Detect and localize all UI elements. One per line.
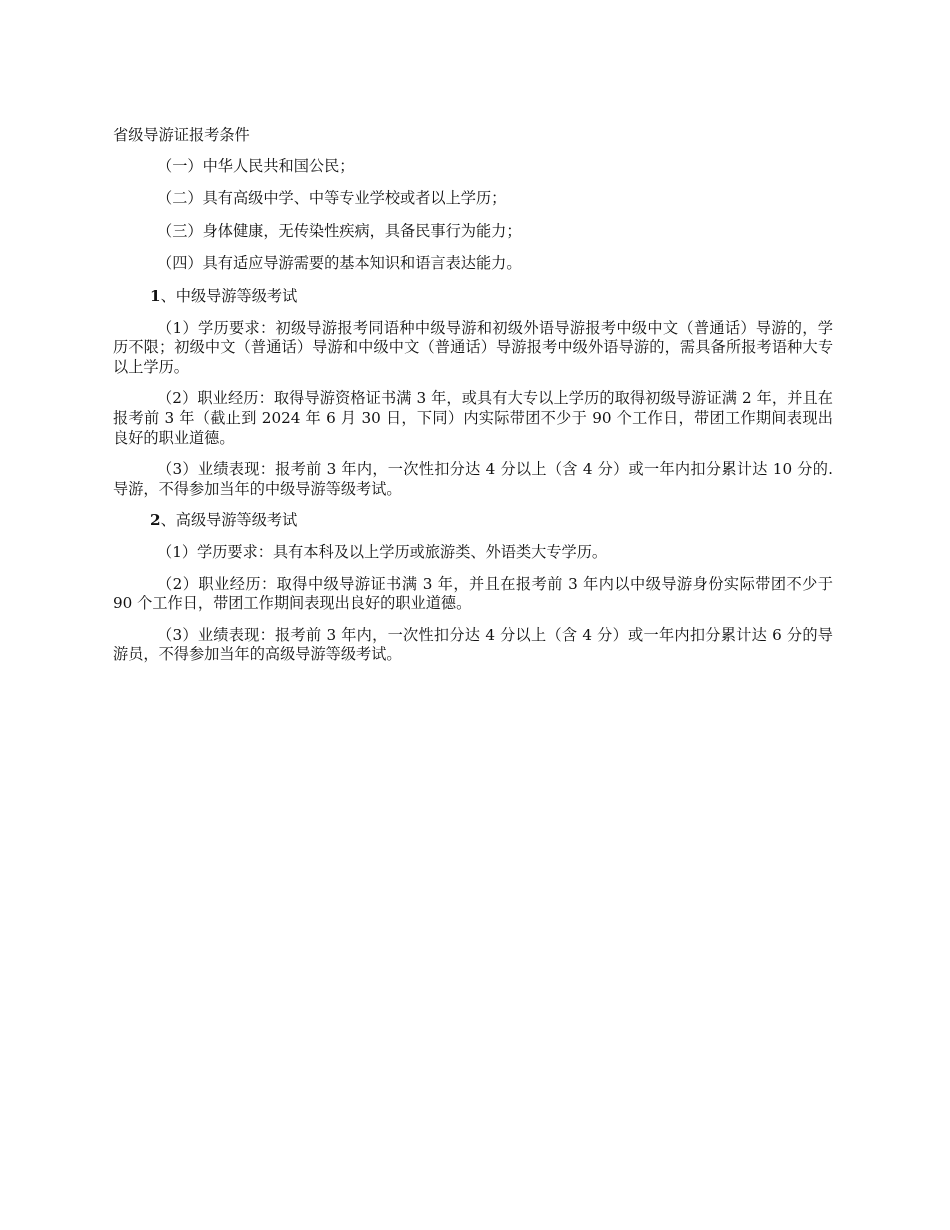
section-paragraph: （2）职业经历：取得导游资格证书满 3 年，或具有大专以上学历的取得初级导游证满 2 年，并且在报考前 3 年（截止到 2024 年 6 月 30 日，下同）内实际带团不少于 90 个工作日，带团工作期间表现出良好的职业道德。 [113, 389, 833, 447]
section-number: 2 [150, 511, 161, 530]
section-heading-senior [113, 511, 833, 531]
condition-item: （二）具有高级中学、中等专业学校或者以上学历； [157, 189, 507, 208]
section-paragraph: （2）职业经历：取得中级导游证书满 3 年，并且在报考前 3 年内以中级导游身份实际带团不少于 90 个工作日，带团工作期间表现出良好的职业道德。 [113, 574, 833, 613]
condition-item: （三）身体健康，无传染性疾病，具备民事行为能力； [157, 221, 522, 240]
section-paragraph: （1）学历要求：初级导游报考同语种中级导游和初级外语导游报考中级中文（普通话）导游的，学历不限；初级中文（普通话）导游和中级中文（普通话）导游报考中级外语导游的，需具备所报考语种大专以上学历。 [113, 318, 833, 376]
section-heading-text: 、高级导游等级考试 [160, 511, 298, 530]
section-heading-intermediate [113, 287, 833, 307]
condition-item: （一）中华人民共和国公民； [157, 156, 355, 175]
section-number: 1 [150, 286, 161, 305]
section-paragraph: （1）学历要求：具有本科及以上学历或旅游类、外语类大专学历。 [157, 542, 608, 561]
document-title: 省级导游证报考条件 [113, 126, 250, 144]
condition-item: （四）具有适应导游需要的基本知识和语言表达能力。 [157, 254, 522, 273]
section-paragraph: （3）业绩表现：报考前 3 年内，一次性扣分达 4 分以上（含 4 分）或一年内扣分累计达 6 分的导游员，不得参加当年的高级导游等级考试。 [113, 625, 833, 664]
section-heading-text: 、中级导游等级考试 [160, 286, 298, 305]
document-body [113, 126, 833, 677]
section-paragraph: （3）业绩表现：报考前 3 年内，一次性扣分达 4 分以上（含 4 分）或一年内扣分累计达 10 分的.导游，不得参加当年的中级导游等级考试。 [113, 460, 833, 498]
